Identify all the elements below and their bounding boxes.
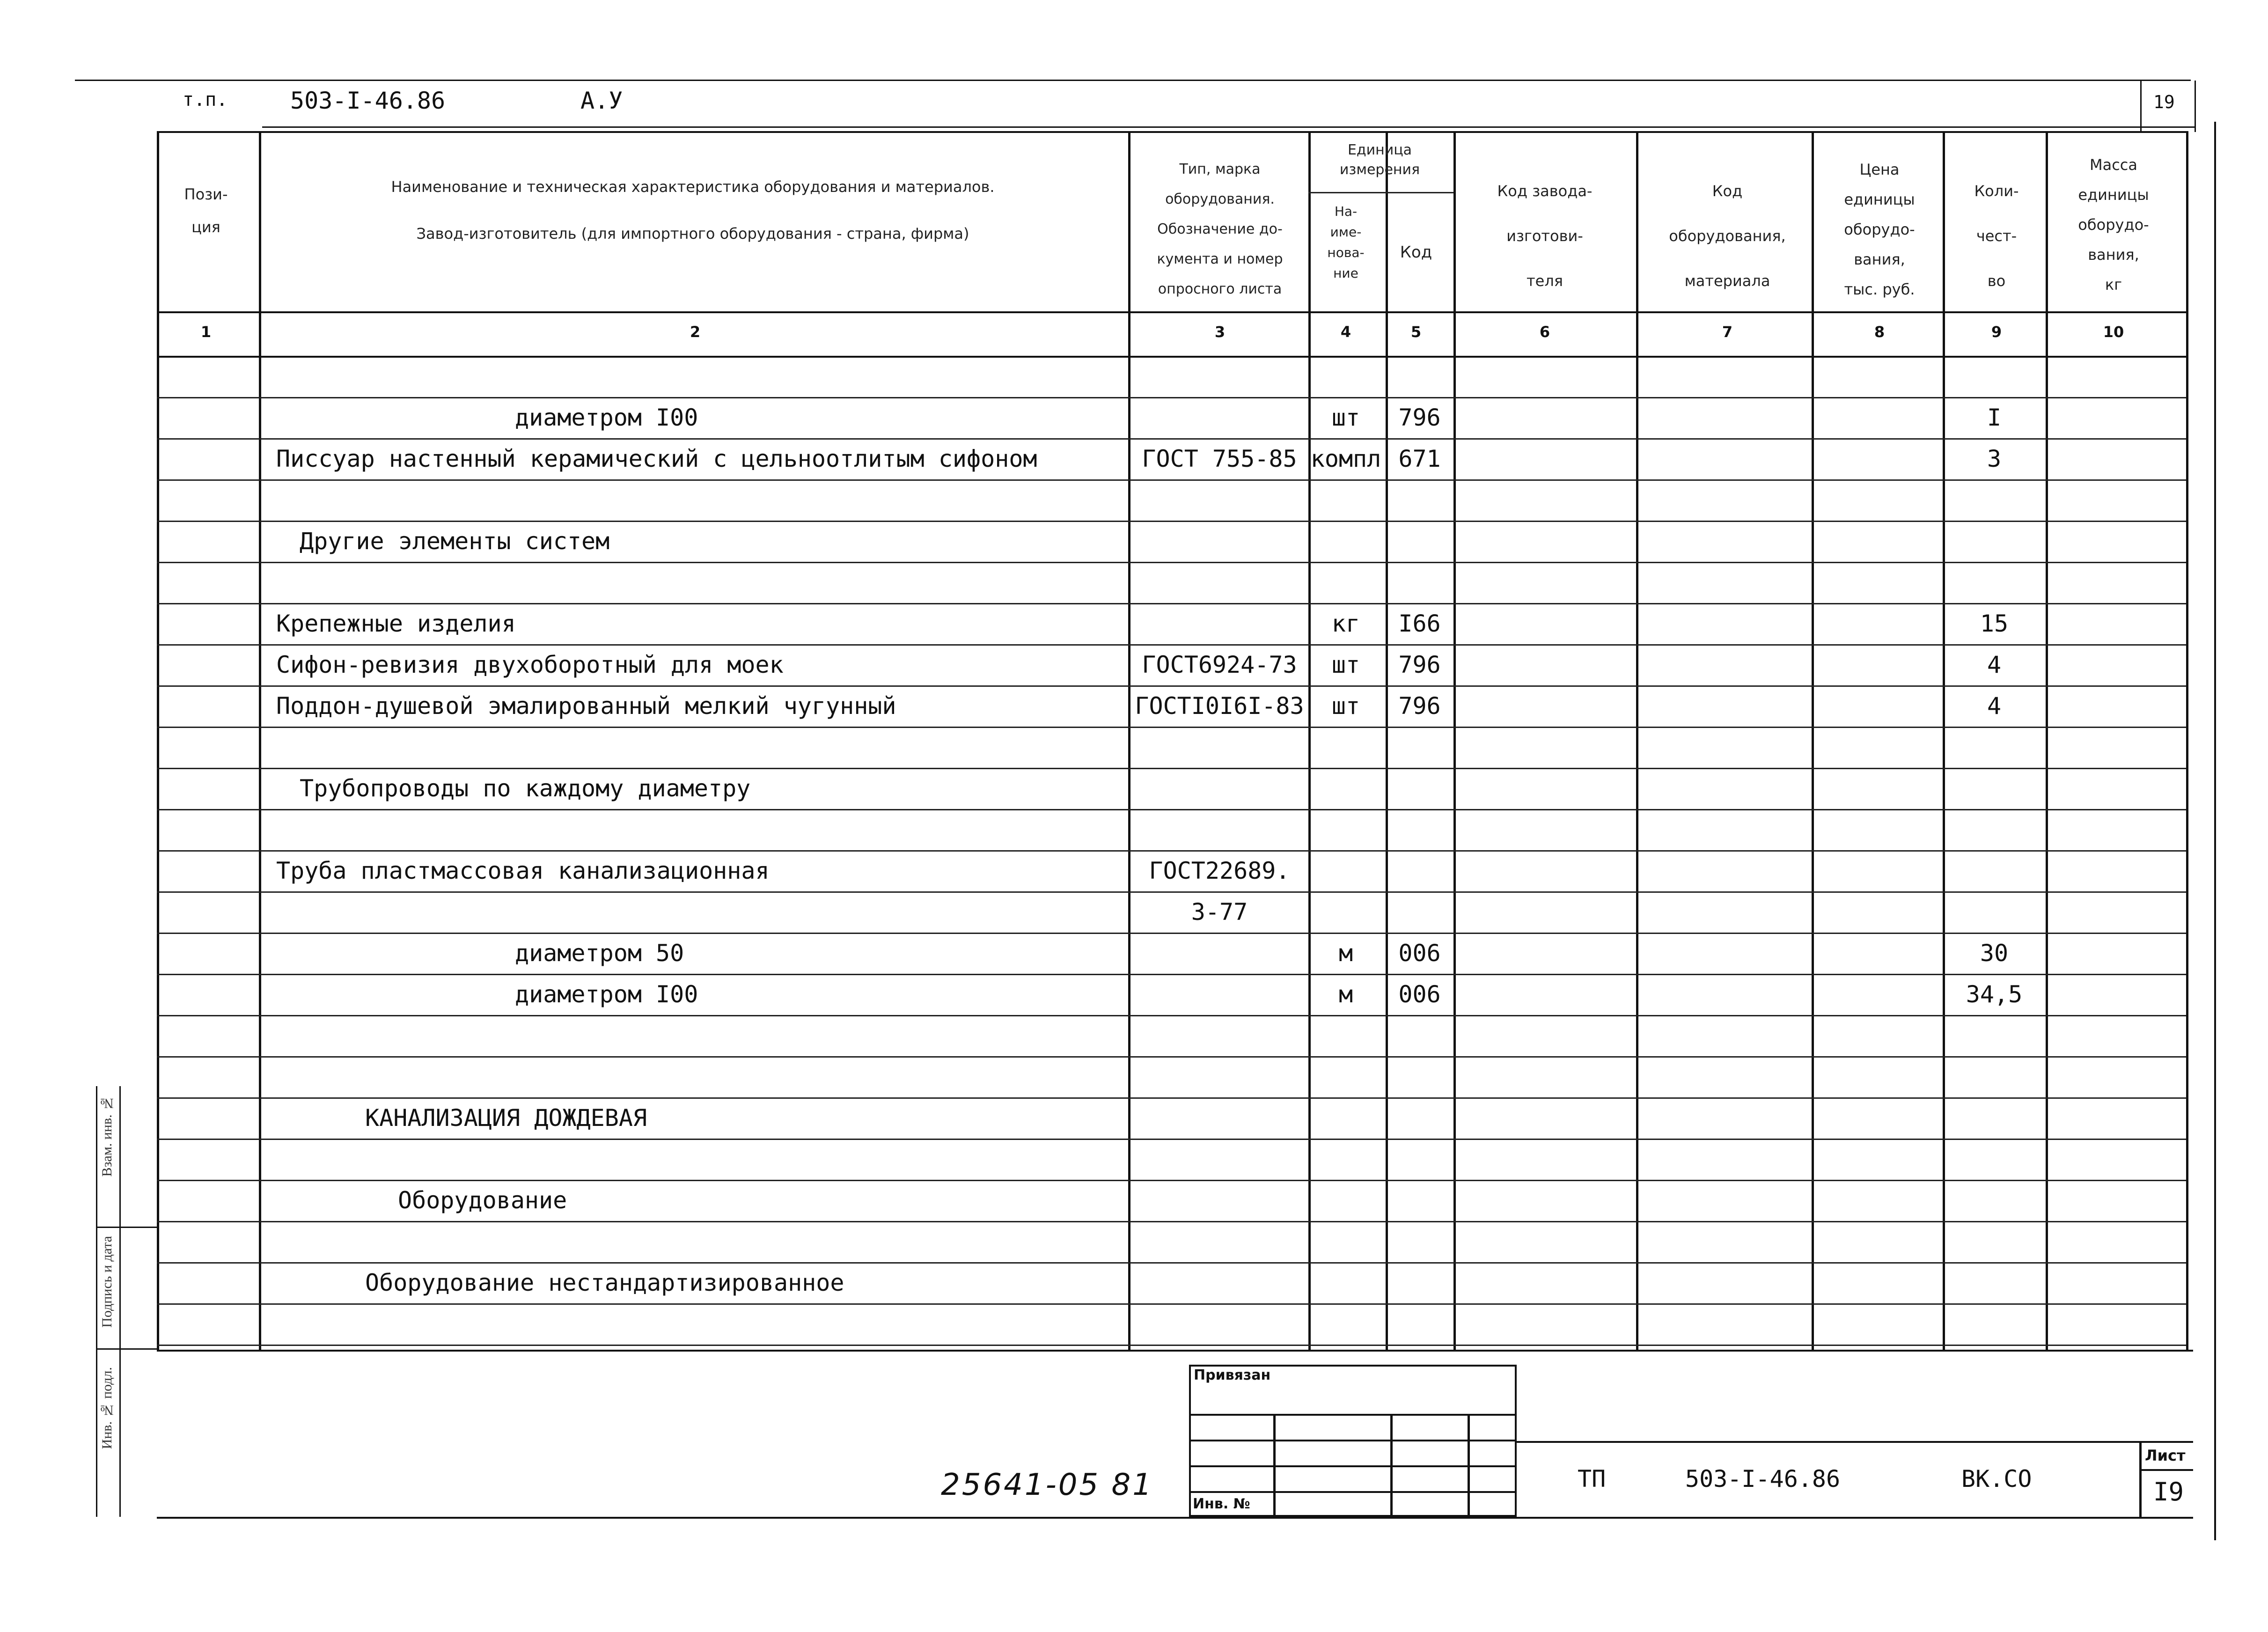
item-name bbox=[276, 893, 1123, 931]
table-col-rule-1 bbox=[259, 131, 261, 1350]
item-document bbox=[1133, 976, 1306, 1013]
table-row-rule bbox=[157, 1015, 2186, 1016]
item-unit-code: 796 bbox=[1398, 692, 1441, 720]
item-unit-code bbox=[1388, 522, 1451, 560]
item-unit bbox=[1311, 1099, 1381, 1137]
item-quantity bbox=[1947, 1182, 2041, 1219]
item-document bbox=[1133, 358, 1306, 395]
item-name: Сифон-ревизия двухоборотный для моек bbox=[276, 651, 784, 678]
colnum-2: 2 bbox=[690, 323, 701, 341]
item-quantity bbox=[1947, 893, 2041, 931]
top-right-box-left bbox=[2140, 81, 2142, 132]
item-quantity bbox=[1947, 1099, 2041, 1137]
header-position: Пози- ция bbox=[184, 185, 228, 236]
item-document: ГОСТI0I6I-83 bbox=[1135, 692, 1304, 720]
privyazan-col-3 bbox=[1468, 1414, 1470, 1517]
item-quantity: 15 bbox=[1980, 610, 2009, 637]
item-unit bbox=[1311, 1140, 1381, 1178]
item-unit-code: I66 bbox=[1398, 610, 1441, 637]
item-quantity bbox=[1947, 1305, 2041, 1343]
colnum-5: 5 bbox=[1410, 323, 1422, 341]
sheet-box-left bbox=[2139, 1441, 2142, 1517]
item-document bbox=[1133, 522, 1306, 560]
item-document bbox=[1133, 934, 1306, 972]
page-bottom-rule bbox=[157, 1517, 2193, 1519]
item-unit-code: 671 bbox=[1398, 445, 1441, 472]
header-name-line2: Завод-изготовитель (для импортного оборудования - страна, фирма) bbox=[416, 225, 969, 243]
table-row-rule bbox=[157, 438, 2186, 440]
table-row-rule bbox=[157, 809, 2186, 810]
table-col-rule-7 bbox=[1812, 131, 1814, 1350]
item-name: диаметром I00 bbox=[515, 404, 698, 431]
colnum-7: 7 bbox=[1722, 323, 1733, 341]
colnum-6: 6 bbox=[1539, 323, 1550, 341]
item-quantity bbox=[1947, 564, 2041, 601]
item-unit: кг bbox=[1331, 610, 1360, 637]
item-unit-code bbox=[1388, 1223, 1451, 1260]
item-unit bbox=[1311, 522, 1381, 560]
item-unit-code bbox=[1388, 1058, 1451, 1095]
sheet-box-mid bbox=[2139, 1469, 2193, 1471]
item-document: 3-77 bbox=[1191, 898, 1248, 926]
table-row-rule bbox=[157, 1262, 2186, 1264]
item-document bbox=[1133, 811, 1306, 848]
table-row-rule bbox=[157, 974, 2186, 975]
table-row-rule bbox=[157, 727, 2186, 728]
item-name bbox=[276, 358, 1123, 395]
item-document: ГОСТ6924-73 bbox=[1142, 651, 1297, 678]
item-document: ГОСТ22689. bbox=[1149, 857, 1290, 884]
header-doc: Тип, марка оборудования. Обозначение до- кумента и номер опросного листа bbox=[1157, 161, 1283, 297]
item-quantity bbox=[1947, 811, 2041, 848]
header-unit-name: На- име- нова- ние bbox=[1327, 204, 1365, 281]
item-unit-code bbox=[1388, 1140, 1451, 1178]
item-document bbox=[1133, 399, 1306, 436]
item-quantity: 4 bbox=[1987, 692, 2002, 720]
item-quantity: 30 bbox=[1980, 940, 2009, 967]
table-row-rule bbox=[157, 644, 2186, 646]
top-sheet-mark: 19 bbox=[2153, 92, 2175, 112]
handwritten-number: 25641-05 81 bbox=[941, 1468, 1153, 1502]
item-unit: шт bbox=[1331, 651, 1360, 678]
side-label-inv-orig: Инв. № подл. bbox=[99, 1367, 115, 1449]
item-unit: шт bbox=[1331, 404, 1360, 431]
item-name: Оборудование нестандартизированное bbox=[365, 1269, 844, 1296]
table-row-rule bbox=[157, 1180, 2186, 1181]
header-quantity: Коли- чест- во bbox=[1974, 182, 2019, 290]
item-unit-code bbox=[1388, 1182, 1451, 1219]
item-name: диаметром 50 bbox=[515, 940, 684, 967]
sheet-label: Лист bbox=[2145, 1447, 2186, 1464]
table-row-rule bbox=[157, 521, 2186, 522]
table-col-rule-9 bbox=[2046, 131, 2048, 1350]
item-name bbox=[276, 481, 1123, 519]
item-name bbox=[276, 1305, 1123, 1343]
table-row-rule bbox=[157, 768, 2186, 769]
table-row-rule bbox=[157, 1097, 2186, 1099]
privyazan-label: Привязан bbox=[1194, 1367, 1271, 1383]
stamp-mark: ВК.СО bbox=[1961, 1465, 2032, 1492]
table-col-rule-0 bbox=[157, 131, 159, 1350]
item-unit-code: 796 bbox=[1398, 651, 1441, 678]
privyazan-col-2 bbox=[1390, 1414, 1393, 1517]
item-document bbox=[1133, 481, 1306, 519]
item-unit: компл bbox=[1310, 445, 1381, 472]
item-name bbox=[276, 1140, 1123, 1178]
item-document bbox=[1133, 1182, 1306, 1219]
inv-no-label: Инв. № bbox=[1193, 1496, 1250, 1512]
item-name: Трубопроводы по каждому диаметру bbox=[300, 775, 751, 802]
table-row-rule bbox=[157, 1345, 2186, 1346]
table-row-rule bbox=[157, 1139, 2186, 1140]
item-document bbox=[1133, 1305, 1306, 1343]
item-unit-code bbox=[1388, 1099, 1451, 1137]
item-name: Оборудование bbox=[398, 1187, 567, 1214]
item-name: диаметром I00 bbox=[515, 981, 698, 1008]
item-document bbox=[1133, 1140, 1306, 1178]
item-quantity bbox=[1947, 1223, 2041, 1260]
item-unit-code bbox=[1388, 852, 1451, 890]
item-name: КАНАЛИЗАЦИЯ ДОЖДЕВАЯ bbox=[365, 1104, 647, 1132]
table-row-rule bbox=[157, 1221, 2186, 1222]
stamp-code: 503-I-46.86 bbox=[1685, 1465, 1841, 1492]
sheet-number: I9 bbox=[2153, 1477, 2184, 1507]
table-col-rule-6 bbox=[1636, 131, 1638, 1350]
table-row-rule bbox=[157, 685, 2186, 687]
item-unit bbox=[1311, 1017, 1381, 1054]
colnum-1: 1 bbox=[200, 323, 212, 341]
item-document bbox=[1133, 1017, 1306, 1054]
item-unit bbox=[1311, 770, 1381, 807]
item-quantity bbox=[1947, 1264, 2041, 1301]
item-unit-code: 006 bbox=[1398, 940, 1441, 967]
item-quantity: I bbox=[1987, 404, 2002, 431]
item-unit bbox=[1311, 811, 1381, 848]
side-label-sign-date: Подпись и дата bbox=[99, 1236, 115, 1328]
item-name: Крепежные изделия bbox=[276, 610, 516, 637]
item-unit-code bbox=[1388, 1305, 1451, 1343]
item-unit bbox=[1311, 1305, 1381, 1343]
item-unit-code bbox=[1388, 481, 1451, 519]
item-unit bbox=[1311, 358, 1381, 395]
side-strip-div-2 bbox=[96, 1348, 157, 1350]
item-unit bbox=[1311, 481, 1381, 519]
item-unit bbox=[1311, 564, 1381, 601]
item-unit bbox=[1311, 1223, 1381, 1260]
item-unit-code bbox=[1388, 728, 1451, 766]
table-col-rule-5 bbox=[1453, 131, 1456, 1350]
side-strip-inner bbox=[119, 1086, 121, 1517]
header-unit-group: Единица измерения bbox=[1339, 142, 1420, 178]
item-document bbox=[1133, 1099, 1306, 1137]
item-unit-code: 796 bbox=[1398, 404, 1441, 431]
item-quantity bbox=[1947, 770, 2041, 807]
header-row-rule bbox=[157, 311, 2186, 313]
side-strip-div-1 bbox=[96, 1227, 157, 1228]
item-unit: м bbox=[1338, 940, 1353, 967]
item-name bbox=[276, 811, 1123, 848]
table-row-rule bbox=[157, 891, 2186, 893]
table-row-rule bbox=[157, 933, 2186, 934]
header-unit-code: Код bbox=[1400, 243, 1432, 262]
header-bottom-rule bbox=[262, 126, 2195, 128]
item-document bbox=[1133, 770, 1306, 807]
top-prefix: т.п. bbox=[183, 89, 228, 110]
table-top-rule bbox=[157, 131, 2186, 133]
item-name bbox=[276, 564, 1123, 601]
header-name-line1: Наименование и техническая характеристика оборудования и материалов. bbox=[391, 178, 995, 196]
colnum-10: 10 bbox=[2103, 323, 2124, 341]
item-name bbox=[276, 1223, 1123, 1260]
title-block-rule bbox=[1517, 1441, 2193, 1443]
item-unit: м bbox=[1338, 981, 1353, 1008]
item-name bbox=[276, 728, 1123, 766]
item-quantity bbox=[1947, 481, 2041, 519]
table-row-rule bbox=[157, 397, 2186, 398]
table-col-rule-2 bbox=[1128, 131, 1130, 1350]
item-quantity bbox=[1947, 1058, 2041, 1095]
stamp-top-rule bbox=[157, 1350, 2193, 1352]
unit-group-rule bbox=[1308, 192, 1453, 193]
item-quantity bbox=[1947, 1017, 2041, 1054]
item-unit-code: 006 bbox=[1398, 981, 1441, 1008]
item-quantity bbox=[1947, 852, 2041, 890]
item-quantity bbox=[1947, 728, 2041, 766]
item-quantity: 4 bbox=[1987, 651, 2002, 678]
header-equipment-code: Код оборудования, материала bbox=[1669, 182, 1786, 290]
item-unit bbox=[1311, 1058, 1381, 1095]
top-section: А.У bbox=[580, 87, 623, 114]
table-row-rule bbox=[157, 1303, 2186, 1305]
item-unit bbox=[1311, 893, 1381, 931]
item-quantity: 3 bbox=[1987, 445, 2002, 472]
item-unit-code bbox=[1388, 893, 1451, 931]
item-name: Другие элементы систем bbox=[300, 528, 610, 555]
colnum-8: 8 bbox=[1874, 323, 1885, 341]
table-col-rule-10 bbox=[2186, 131, 2188, 1350]
item-unit-code bbox=[1388, 770, 1451, 807]
table-col-rule-8 bbox=[1943, 131, 1945, 1350]
item-unit bbox=[1311, 728, 1381, 766]
item-name: Поддон-душевой эмалированный мелкий чугунный bbox=[276, 692, 896, 720]
item-document bbox=[1133, 1223, 1306, 1260]
header-factory-code: Код завода- изготови- теля bbox=[1497, 182, 1593, 290]
table-row-rule bbox=[157, 603, 2186, 604]
item-unit bbox=[1311, 1264, 1381, 1301]
item-document bbox=[1133, 1058, 1306, 1095]
item-name: Труба пластмассовая канализационная bbox=[276, 857, 770, 884]
colnum-9: 9 bbox=[1991, 323, 2002, 341]
item-document bbox=[1133, 564, 1306, 601]
right-edge bbox=[2214, 122, 2216, 1540]
item-unit-code bbox=[1388, 358, 1451, 395]
top-right-box-right bbox=[2195, 81, 2196, 132]
table-row-rule bbox=[157, 562, 2186, 563]
item-document bbox=[1133, 605, 1306, 642]
item-unit-code bbox=[1388, 1017, 1451, 1054]
colnum-4: 4 bbox=[1340, 323, 1351, 341]
item-quantity bbox=[1947, 358, 2041, 395]
item-name: Писсуар настенный керамический с цельноотлитым сифоном bbox=[276, 445, 1037, 472]
item-document bbox=[1133, 728, 1306, 766]
item-unit bbox=[1311, 1182, 1381, 1219]
header-price: Цена единицы оборудо- вания, тыс. руб. bbox=[1844, 161, 1915, 298]
item-unit: шт bbox=[1331, 692, 1360, 720]
item-unit-code bbox=[1388, 811, 1451, 848]
item-quantity bbox=[1947, 522, 2041, 560]
colnum-3: 3 bbox=[1214, 323, 1226, 341]
header-mass: Масса единицы оборудо- вания, кг bbox=[2078, 156, 2149, 294]
table-row-rule bbox=[157, 479, 2186, 481]
item-unit-code bbox=[1388, 1264, 1451, 1301]
table-row-rule bbox=[157, 850, 2186, 852]
table-row-rule bbox=[157, 1056, 2186, 1058]
side-strip-outer bbox=[96, 1086, 97, 1517]
item-document: ГОСТ 755-85 bbox=[1142, 445, 1297, 472]
stamp-tp: ТП bbox=[1578, 1465, 1606, 1492]
item-quantity bbox=[1947, 1140, 2041, 1178]
item-name bbox=[276, 1017, 1123, 1054]
side-label-inv-dup: Взам. инв. № bbox=[99, 1095, 115, 1177]
item-name bbox=[276, 1058, 1123, 1095]
item-document bbox=[1133, 1264, 1306, 1301]
item-quantity: 34,5 bbox=[1966, 981, 2023, 1008]
item-unit-code bbox=[1388, 564, 1451, 601]
top-rule bbox=[75, 80, 2191, 81]
privyazan-col-1 bbox=[1273, 1414, 1276, 1517]
top-project-code: 503-I-46.86 bbox=[290, 87, 446, 114]
item-unit bbox=[1311, 852, 1381, 890]
